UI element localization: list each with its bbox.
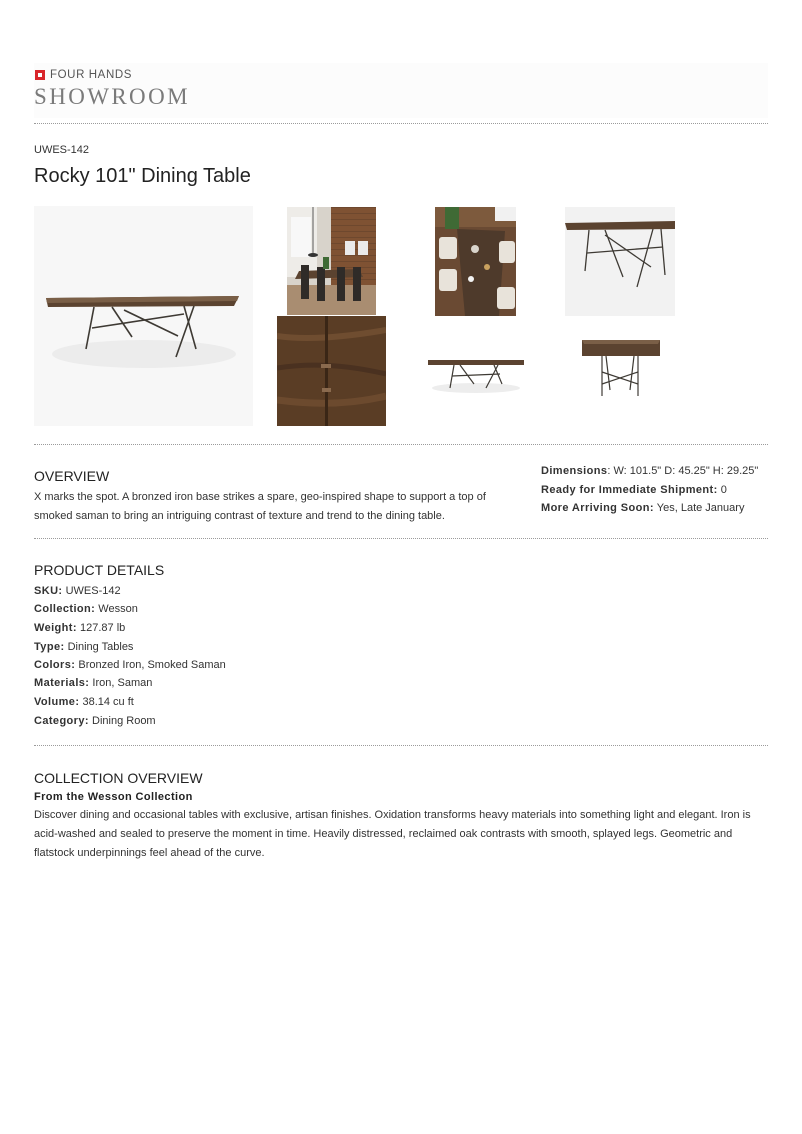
overview-heading: OVERVIEW xyxy=(34,468,110,484)
brand-subtitle: SHOWROOM xyxy=(34,84,190,109)
detail-label: SKU: xyxy=(34,585,63,597)
spec-ready-shipment xyxy=(541,484,727,496)
room-scene-image xyxy=(287,207,376,315)
divider xyxy=(34,745,768,746)
detail-value: Iron, Saman xyxy=(92,677,153,689)
collection-subheading: From the Wesson Collection xyxy=(34,791,193,803)
detail-value: Bronzed Iron, Smoked Saman xyxy=(78,659,226,671)
spec-label: Dimensions xyxy=(541,465,608,477)
overview-text: X marks the spot. A bronzed iron base strikes a spare, geo-inspired shape to support a top of smoked saman to bring an intriguing contrast of texture and trend to the dining table. xyxy=(34,491,486,522)
detail-label: Collection: xyxy=(34,603,96,615)
detail-value: Wesson xyxy=(98,603,138,615)
spec-label: Ready for Immediate Shipment: xyxy=(541,484,718,496)
detail-value: 127.87 lb xyxy=(80,622,126,634)
detail-label: Type: xyxy=(34,641,65,653)
detail-value: Dining Room xyxy=(92,715,156,727)
brand-square-icon xyxy=(35,70,45,80)
collection-heading: COLLECTION OVERVIEW xyxy=(34,770,203,786)
detail-collection xyxy=(34,603,138,615)
product-details-heading: PRODUCT DETAILS xyxy=(34,562,165,578)
spec-value: Yes, Late January xyxy=(656,502,745,514)
detail-value: UWES-142 xyxy=(65,585,121,597)
detail-label: Colors: xyxy=(34,659,76,671)
detail-volume xyxy=(34,696,134,708)
table-side-image xyxy=(424,344,528,400)
detail-label: Volume: xyxy=(34,696,80,708)
divider xyxy=(34,444,768,445)
detail-weight xyxy=(34,622,125,634)
spec-value: W: 101.5" D: 45.25" H: 29.25" xyxy=(613,465,759,477)
spec-arriving-soon xyxy=(541,502,744,514)
detail-label: Materials: xyxy=(34,677,90,689)
detail-label: Category: xyxy=(34,715,89,727)
spec-dimensions xyxy=(541,465,758,477)
divider xyxy=(34,538,768,539)
spec-value: 0 xyxy=(720,484,727,496)
product-sku: UWES-142 xyxy=(34,144,90,156)
detail-sku xyxy=(34,585,121,597)
main-product-image xyxy=(34,206,253,426)
collection-text: Discover dining and occasional tables with exclusive, artisan finishes. Oxidation transforms heavy materials into something light and elegant. Iron is acid-washed and sealed to preserve the moment in time. Heavily distressed, reclaimed oak contrasts with smooth, splayed legs. Geometric and flatstock underpinnings feel ahead of the curve. xyxy=(34,809,751,859)
detail-label: Weight: xyxy=(34,622,77,634)
spec-label: More Arriving Soon: xyxy=(541,502,654,514)
divider xyxy=(34,123,768,124)
detail-type xyxy=(34,641,133,653)
table-angle-image xyxy=(565,207,675,316)
detail-materials xyxy=(34,677,152,689)
wood-closeup-image xyxy=(277,316,386,426)
detail-value: Dining Tables xyxy=(67,641,134,653)
table-front-image xyxy=(576,334,666,404)
detail-colors xyxy=(34,659,226,671)
detail-category xyxy=(34,715,156,727)
detail-value: 38.14 cu ft xyxy=(82,696,134,708)
spec-sep: : xyxy=(607,465,614,477)
product-title: Rocky 101" Dining Table xyxy=(34,165,251,187)
brand-logo xyxy=(35,69,132,81)
brand-name: FOUR HANDS xyxy=(50,69,133,81)
table-topview-image xyxy=(435,207,516,316)
